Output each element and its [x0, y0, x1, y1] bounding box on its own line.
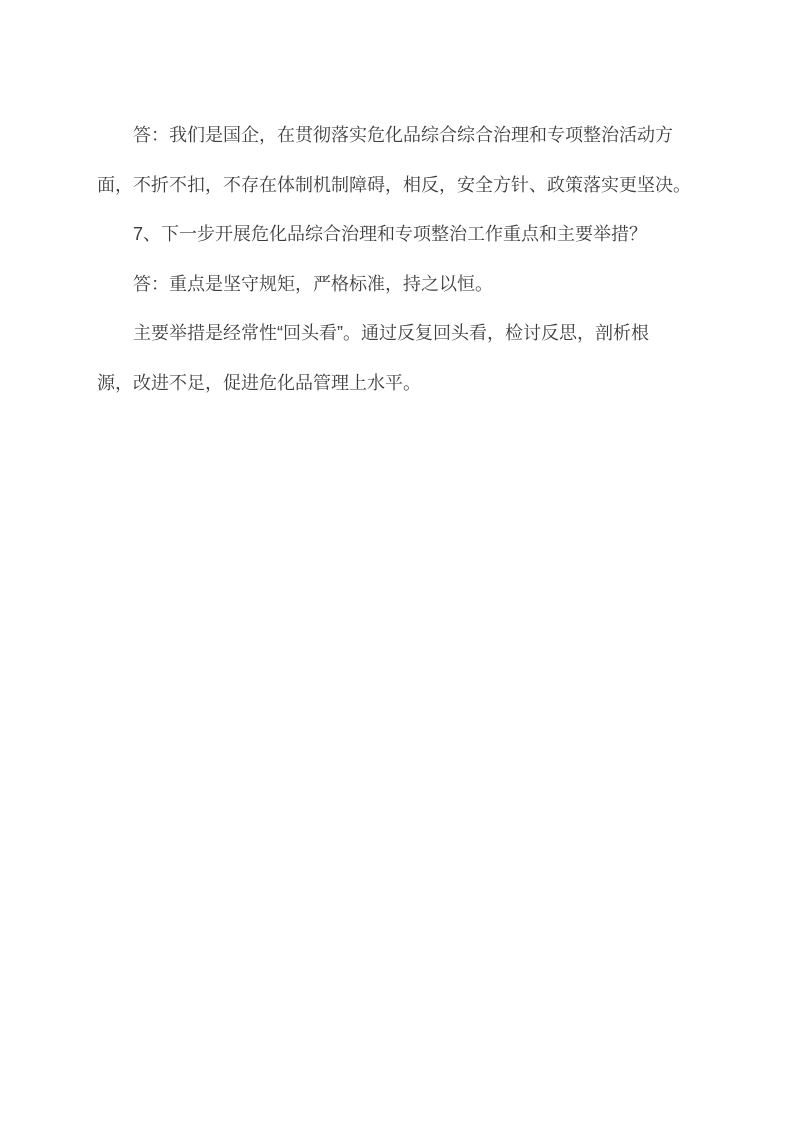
text-line: 答：重点是坚守规矩，严格标准，持之以恒。	[133, 273, 493, 294]
text-line: 7、下一步开展危化品综合治理和专项整治工作重点和主要举措？	[133, 224, 648, 244]
paragraph-answer-6	[97, 111, 697, 210]
text-line: 面，不折不扣，不存在体制机制障碍，相反，安全方针、政策落实更坚决。	[97, 174, 691, 195]
paragraph-question-7	[97, 210, 697, 260]
document-body	[97, 111, 697, 408]
text-line: 源，改进不足，促进危化品管理上水平。	[97, 372, 421, 393]
text-line: 主要举措是经常性“回头看”。通过反复回头看，检讨反思，剖析根	[133, 323, 649, 343]
paragraph-answer-7	[97, 260, 697, 310]
text-line: 答：我们是国企，在贯彻落实危化品综合综合治理和专项整治活动方	[133, 125, 673, 145]
paragraph-answer-7-measures	[97, 309, 697, 408]
